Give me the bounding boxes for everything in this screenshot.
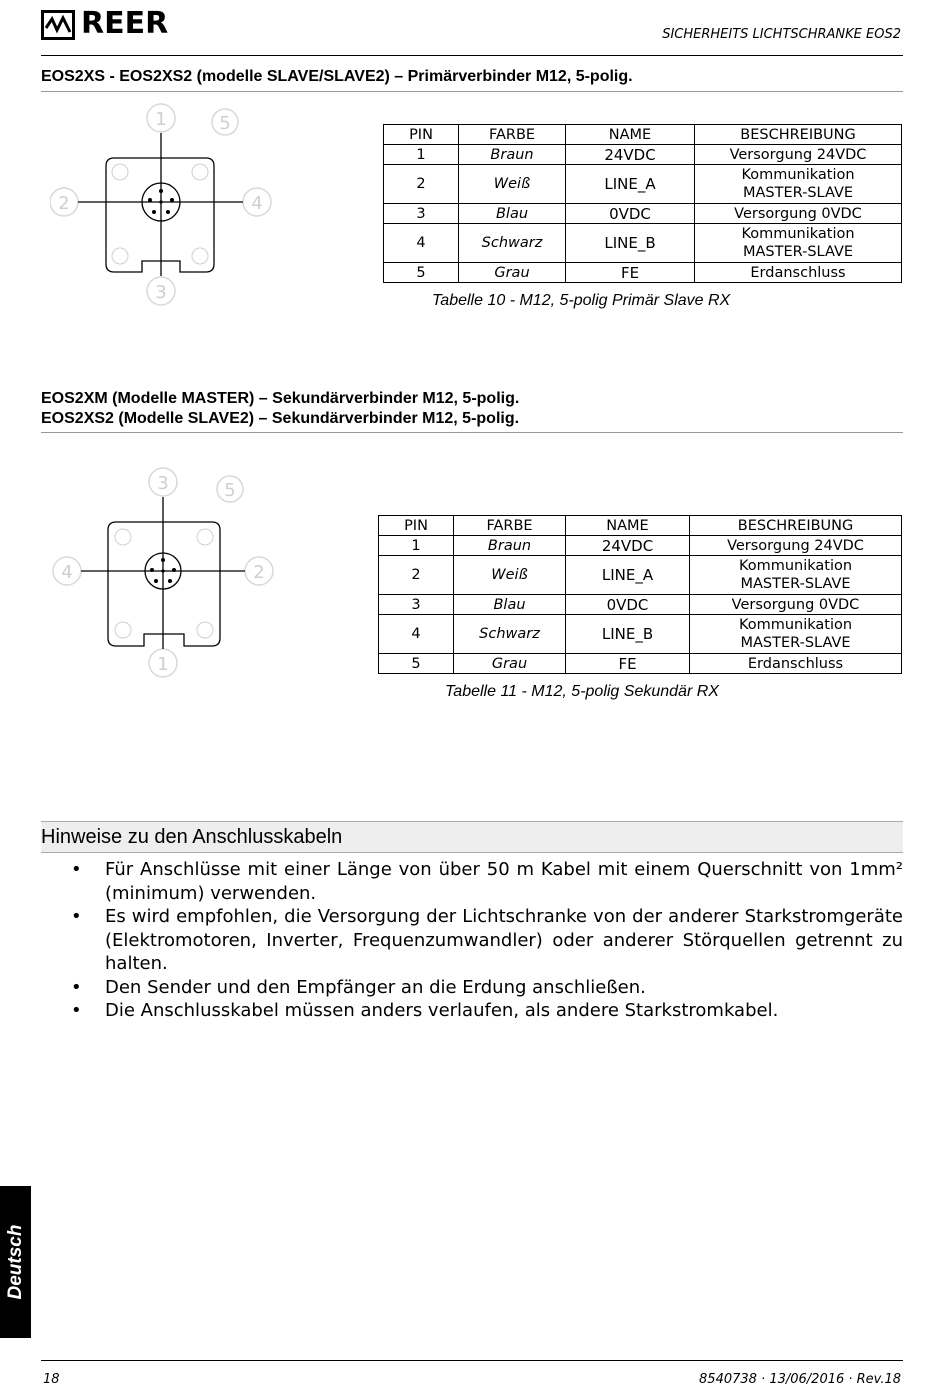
table-caption-primary: Tabelle 10 - M12, 5-polig Primär Slave RX (432, 292, 731, 309)
cell-desc: Versorgung 0VDC (734, 205, 862, 222)
secondary-label-5: 5 (224, 480, 236, 501)
cell-farbe: Blau (454, 595, 566, 615)
document-reference: 8540738 · 13/06/2016 · Rev.18 (699, 1372, 901, 1387)
secondary-label-1: 1 (157, 654, 169, 675)
primary-label-4: 4 (251, 193, 263, 214)
cell-name: LINE_A (566, 556, 690, 595)
section2-rule (41, 432, 903, 433)
table-row (384, 145, 902, 165)
secondary-label-2: 2 (253, 562, 265, 583)
language-tab (0, 1186, 31, 1338)
table-row (379, 615, 902, 654)
cell-name: 0VDC (566, 204, 695, 224)
cell-beschreibung (690, 654, 902, 674)
secondary-label-4: 4 (61, 562, 73, 583)
header-farbe: FARBE (459, 125, 566, 145)
cell-beschreibung (690, 536, 902, 556)
cell-desc: Erdanschluss (750, 264, 846, 281)
note-text: Für Anschlüsse mit einer Länge von über 50 m Kabel mit einem Querschnitt von 1mm² (minimum) verwenden. (105, 859, 903, 904)
cell-beschreibung (690, 556, 902, 595)
primary-label-3: 3 (155, 282, 167, 303)
header-rule (41, 55, 903, 56)
cell-farbe: Grau (459, 263, 566, 283)
note-text: Den Sender und den Empfänger an die Erdung anschließen. (105, 976, 646, 998)
cell-farbe: Weiß (454, 556, 566, 595)
list-item (41, 976, 903, 1000)
cell-farbe: Grau (454, 654, 566, 674)
header-pin: PIN (384, 125, 459, 145)
cell-pin: 1 (379, 536, 454, 556)
cell-name: FE (566, 263, 695, 283)
cell-beschreibung (695, 165, 902, 204)
cell-desc-line2: MASTER-SLAVE (742, 185, 854, 201)
cell-beschreibung (690, 615, 902, 654)
list-item (41, 858, 903, 905)
notes-title: Hinweise zu den Anschlusskabeln (41, 826, 343, 848)
cell-beschreibung (695, 145, 902, 165)
list-item (41, 999, 903, 1023)
table-row (379, 556, 902, 595)
footer-rule (41, 1360, 903, 1361)
cell-desc-line1: Kommunikation (741, 167, 855, 183)
cell-pin: 4 (384, 224, 459, 263)
cell-desc: Versorgung 24VDC (727, 537, 864, 554)
primary-label-1: 1 (155, 109, 167, 130)
pin-table-secondary (378, 515, 902, 674)
cell-name: 24VDC (566, 536, 690, 556)
cell-name: LINE_B (566, 615, 690, 654)
list-item (41, 905, 903, 976)
bullet-icon: • (71, 976, 82, 998)
cell-desc-line2: MASTER-SLAVE (740, 635, 851, 651)
table-row (384, 165, 902, 204)
page-number: 18 (43, 1372, 60, 1387)
language-label: Deutsch (4, 1224, 26, 1300)
cell-pin: 5 (379, 654, 454, 674)
cell-farbe: Schwarz (459, 224, 566, 263)
cell-name: 24VDC (566, 145, 695, 165)
cell-name: FE (566, 654, 690, 674)
cell-desc-line1: Kommunikation (738, 558, 853, 574)
table-header-row (384, 125, 902, 145)
note-text: Die Anschlusskabel müssen anders verlaufen, als andere Starkstromkabel. (105, 1000, 779, 1021)
bullet-icon: • (71, 859, 82, 880)
header-pin: PIN (379, 516, 454, 536)
logo-mark-icon (41, 10, 75, 40)
bullet-icon: • (71, 1000, 82, 1021)
table-row (384, 204, 902, 224)
cell-farbe: Braun (454, 536, 566, 556)
cell-name: LINE_A (566, 165, 695, 204)
cell-pin: 1 (384, 145, 459, 165)
table-row (379, 654, 902, 674)
table-row (379, 536, 902, 556)
brand-name: REER (81, 6, 169, 41)
table-row (384, 224, 902, 263)
cell-beschreibung (695, 263, 902, 283)
pin-table-primary (383, 124, 902, 283)
table-row (379, 595, 902, 615)
table-header-row (379, 516, 902, 536)
cell-name: LINE_B (566, 224, 695, 263)
notes-title-bar (41, 821, 903, 853)
table-row (384, 263, 902, 283)
table-caption-secondary: Tabelle 11 - M12, 5-polig Sekundär RX (445, 683, 719, 700)
cell-desc: Versorgung 24VDC (729, 146, 867, 163)
cell-pin: 3 (379, 595, 454, 615)
cell-desc-line2: MASTER-SLAVE (740, 576, 851, 592)
cell-pin: 2 (384, 165, 459, 204)
cell-farbe: Blau (459, 204, 566, 224)
cell-farbe: Braun (459, 145, 566, 165)
cell-name: 0VDC (566, 595, 690, 615)
header-name: NAME (566, 125, 695, 145)
cell-beschreibung (695, 204, 902, 224)
primary-connector-diagram (50, 98, 280, 308)
cell-farbe: Schwarz (454, 615, 566, 654)
cell-beschreibung (695, 224, 902, 263)
cell-desc-line1: Kommunikation (738, 617, 853, 633)
bullet-icon: • (71, 906, 82, 927)
cell-pin: 4 (379, 615, 454, 654)
section1-heading: EOS2XS - EOS2XS2 (modelle SLAVE/SLAVE2) – Primärverbinder M12, 5-polig. (41, 68, 633, 85)
cell-pin: 2 (379, 556, 454, 595)
note-text: Es wird empfohlen, die Versorgung der Lichtschranke von der anderer Starkstromgeräte (Elektromotoren, Inverter, Frequenzumwandler) oder anderer Störquellen getrennt zu halten. (105, 906, 903, 974)
header-beschreibung: BESCHREIBUNG (695, 125, 902, 145)
brand-logo (41, 8, 171, 44)
cell-pin: 5 (384, 263, 459, 283)
header-beschreibung: BESCHREIBUNG (690, 516, 902, 536)
cell-farbe: Weiß (459, 165, 566, 204)
primary-label-2: 2 (58, 193, 70, 214)
cell-desc-line2: MASTER-SLAVE (742, 244, 854, 260)
cell-desc: Versorgung 0VDC (731, 596, 860, 613)
header-name: NAME (566, 516, 690, 536)
cell-desc-line1: Kommunikation (741, 226, 855, 242)
header-farbe: FARBE (454, 516, 566, 536)
cell-desc: Erdanschluss (747, 655, 844, 672)
cell-beschreibung (690, 595, 902, 615)
notes-list (41, 858, 903, 1023)
primary-label-5: 5 (219, 113, 231, 134)
cell-pin: 3 (384, 204, 459, 224)
secondary-label-3: 3 (157, 473, 169, 494)
document-title: SICHERHEITS LICHTSCHRANKE EOS2 (662, 27, 901, 42)
section2-heading-line1: EOS2XM (Modelle MASTER) – Sekundärverbinder M12, 5-polig. (41, 390, 520, 407)
secondary-connector-diagram (50, 462, 280, 680)
section2-heading-line2: EOS2XS2 (Modelle SLAVE2) – Sekundärverbinder M12, 5-polig. (41, 410, 520, 427)
section1-rule (41, 91, 903, 92)
